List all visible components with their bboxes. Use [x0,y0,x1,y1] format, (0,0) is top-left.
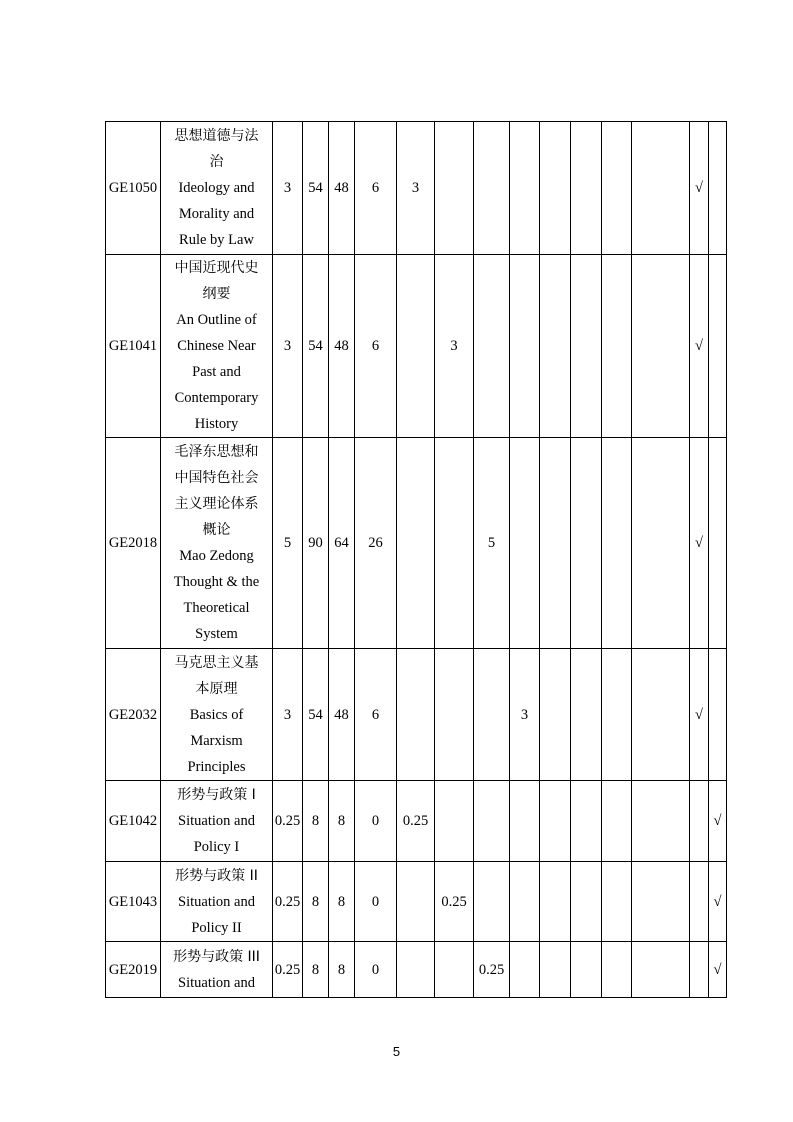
course-cell: 0 [355,862,397,942]
course-cell [571,862,602,942]
course-cell [510,255,540,438]
course-cell [540,862,571,942]
course-row [106,255,727,438]
course-cell [474,649,510,781]
course-name-line: 治 [209,154,224,170]
course-cell [632,649,690,781]
course-code: GE1043 [106,862,161,942]
course-code: GE2018 [106,438,161,649]
course-cell [709,438,727,649]
course-name-line: Policy II [191,919,242,936]
course-cell: 8 [329,862,355,942]
course-cell: 48 [329,255,355,438]
course-name-line: Thought & the [173,574,260,590]
course-cell: 0.25 [273,942,303,998]
course-cell: 0.25 [273,862,303,942]
course-cell: 3 [273,255,303,438]
course-row [106,649,727,781]
course-row [106,122,727,255]
course-name-line: 马克思主义基 [174,654,259,671]
course-cell [510,862,540,942]
course-cell [571,942,602,998]
course-cell: 5 [273,438,303,649]
course-cell [510,942,540,998]
course-cell [435,942,474,998]
course-cell [690,862,709,942]
course-cell: 0 [355,781,397,862]
course-cell [435,781,474,862]
course-cell [540,122,571,255]
course-cell [571,438,602,649]
course-cell: 8 [303,942,329,998]
course-cell: 54 [303,649,329,781]
course-cell [397,649,435,781]
course-code: GE1050 [106,122,161,255]
course-cell [602,438,632,649]
course-name [161,438,273,649]
course-cell [474,255,510,438]
course-cell: 64 [329,438,355,649]
course-name-line: Situation and [178,974,255,991]
course-name-line: Theoretical [183,600,250,616]
course-cell: 0.25 [474,942,510,998]
course-cell [690,942,709,998]
course-cell: √ [690,255,709,438]
course-name [161,649,273,781]
course-name [161,942,273,998]
course-row [106,438,727,649]
course-name-line: An Outline of [176,312,257,328]
course-name [161,862,273,942]
course-cell: √ [709,781,727,862]
course-name-line: Morality and [178,206,255,222]
course-cell: 6 [355,122,397,255]
course-cell [540,649,571,781]
course-cell [602,649,632,781]
course-table-body [106,122,727,998]
course-cell [602,255,632,438]
course-cell [510,122,540,255]
course-cell [690,781,709,862]
course-cell [397,862,435,942]
course-name-line: 中国特色社会 [174,470,259,486]
page-number: 5 [392,1044,401,1059]
course-cell [540,438,571,649]
course-cell: 54 [303,122,329,255]
course-cell: √ [690,649,709,781]
course-cell [540,255,571,438]
course-cell [435,649,474,781]
course-name-line: Chinese Near [177,338,256,354]
course-cell [540,781,571,862]
course-cell: 5 [474,438,510,649]
course-cell [709,649,727,781]
course-code: GE1042 [106,781,161,862]
course-cell [602,781,632,862]
course-cell: 0.25 [397,781,435,862]
course-cell: 48 [329,649,355,781]
course-cell: 8 [329,781,355,862]
course-name-line: Marxism [190,732,243,749]
course-cell [510,781,540,862]
course-cell [510,438,540,649]
course-cell [474,781,510,862]
course-cell: 3 [510,649,540,781]
course-cell [632,438,690,649]
course-name-line: Contemporary [174,390,259,406]
course-cell: √ [690,122,709,255]
course-cell: 0.25 [435,862,474,942]
course-name-line: Situation and [178,893,255,910]
course-cell: 3 [273,649,303,781]
course-cell [397,438,435,649]
course-cell [632,781,690,862]
course-cell: 90 [303,438,329,649]
course-cell [397,942,435,998]
course-cell: 3 [397,122,435,255]
course-cell [632,862,690,942]
course-name-line: 主义理论体系 [174,496,259,512]
course-name-line: 概论 [202,522,231,538]
course-cell [571,122,602,255]
course-cell: 8 [303,862,329,942]
course-name [161,255,273,438]
course-cell [632,942,690,998]
course-cell: √ [709,942,727,998]
course-cell: 8 [329,942,355,998]
course-name-line: Rule by Law [179,232,254,248]
course-code: GE2019 [106,942,161,998]
course-name [161,122,273,255]
course-cell [397,255,435,438]
course-cell: √ [709,862,727,942]
course-name-line: System [195,626,238,642]
course-code: GE2032 [106,649,161,781]
course-name-line: 形势与政策 III [173,948,260,965]
course-name-line: Basics of [189,706,244,723]
course-row [106,781,727,862]
course-name-line: 形势与政策 I [177,787,256,803]
course-name-line: Situation and [178,813,255,829]
course-cell: 3 [435,255,474,438]
course-name-line: 思想道德与法 [174,128,259,144]
course-table [105,121,727,998]
course-cell [540,942,571,998]
course-name-line: Mao Zedong [179,548,254,564]
course-row [106,862,727,942]
course-name-line: Policy I [193,839,240,855]
course-name-line: Ideology and [178,180,255,196]
course-cell: 3 [273,122,303,255]
course-cell: √ [690,438,709,649]
course-name-line: Past and [192,364,241,380]
course-name-line: 形势与政策 II [175,867,258,884]
course-cell [571,649,602,781]
course-name-line: 毛泽东思想和 [174,444,259,460]
course-cell [602,942,632,998]
course-cell [632,255,690,438]
course-cell [709,255,727,438]
course-code: GE1041 [106,255,161,438]
course-cell: 0 [355,942,397,998]
course-name [161,781,273,862]
course-cell [435,122,474,255]
course-name-line: Principles [187,758,246,775]
course-cell [474,862,510,942]
course-cell: 6 [355,649,397,781]
course-cell [571,781,602,862]
course-cell [571,255,602,438]
course-row [106,942,727,998]
course-name-line: 本原理 [195,680,238,697]
course-cell: 54 [303,255,329,438]
course-cell [602,862,632,942]
course-cell: 6 [355,255,397,438]
course-cell: 26 [355,438,397,649]
course-name-line: 中国近现代史 [174,260,259,276]
course-cell [474,122,510,255]
course-cell [632,122,690,255]
course-cell [435,438,474,649]
course-name-line: 纲要 [202,286,231,302]
course-cell: 48 [329,122,355,255]
course-cell [602,122,632,255]
course-cell [709,122,727,255]
course-name-line: History [194,416,239,432]
course-cell: 8 [303,781,329,862]
course-cell: 0.25 [273,781,303,862]
